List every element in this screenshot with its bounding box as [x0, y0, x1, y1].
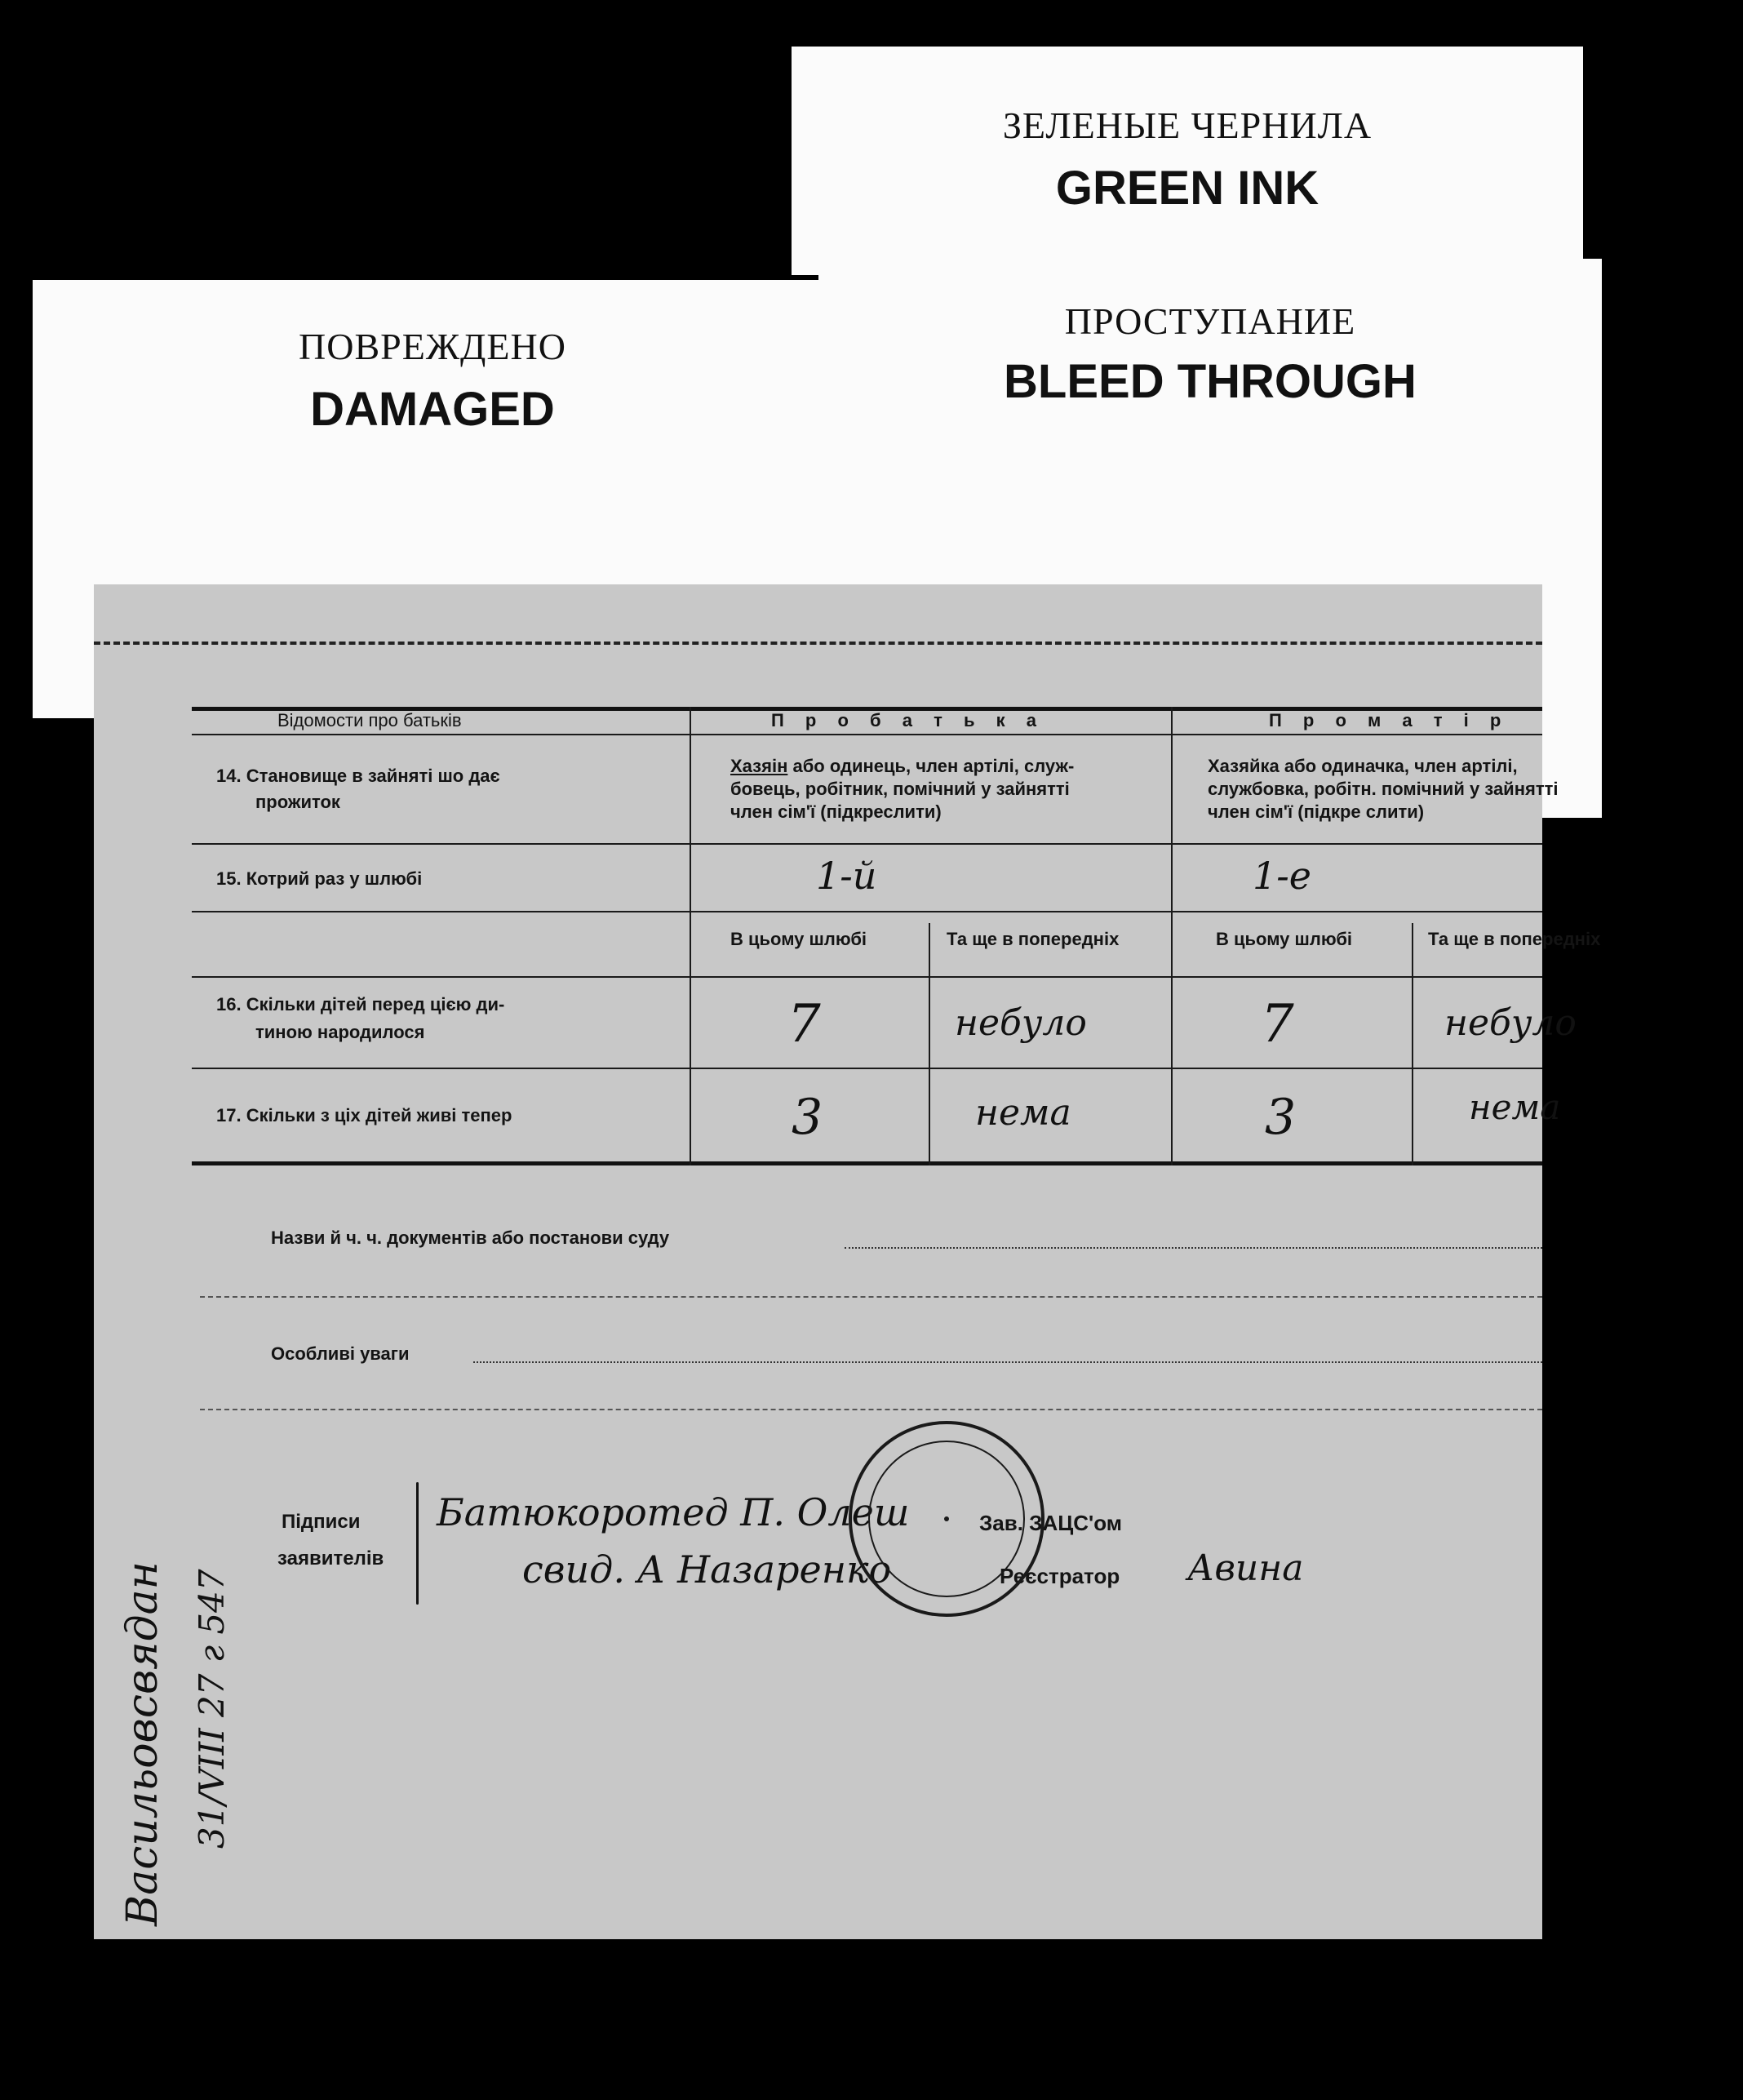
row14-label-line2: прожиток	[255, 792, 340, 812]
row14-label-line1: 14. Становище в зайняті шо дає	[216, 766, 500, 786]
row14-father-line1	[730, 756, 1074, 777]
remarks-label: Особливі уваги	[271, 1343, 410, 1364]
documents-dotted-line	[845, 1247, 1542, 1249]
signatures-label-line1: Підписи	[282, 1511, 361, 1533]
row17-father-prev: нема	[975, 1092, 1071, 1134]
parents-info-table	[192, 707, 1601, 1166]
row16-father-this: 7	[787, 994, 821, 1054]
registration-form-sheet	[94, 584, 1601, 1939]
head-zags-label: Зав. ЗАЦС'ом	[979, 1511, 1122, 1535]
subheader-this-marriage-mother: В цьому шлюбі	[1216, 929, 1353, 949]
row14-mother-line2: службовка, робітн. помічний у зайнятті	[1208, 779, 1559, 799]
row14-father-line3: член сім'ї (підкреслити)	[730, 801, 942, 822]
row14-mother-line1: Хазяйка або одиначка, член артілі,	[1208, 756, 1518, 776]
header-parents-info: Відомости про батьків	[277, 710, 462, 730]
bleed-through-ru: ПРОСТУПАНИЕ	[1064, 300, 1356, 342]
bleed-through-en: BLEED THROUGH	[1004, 355, 1417, 408]
row14-mother-line3: член сім'ї (підкре слити)	[1208, 801, 1425, 822]
row15-father-value: 1-й	[816, 854, 877, 898]
perforation-line	[94, 642, 1542, 645]
applicant-signature-1: Батюкоротед П. Олеш	[437, 1490, 910, 1534]
side-handwritten-note: Васильовсвядан	[118, 1561, 167, 1926]
green-ink-ru: ЗЕЛЕНЫЕ ЧЕРНИЛА	[1002, 104, 1373, 146]
row16-mother-this: 7	[1261, 994, 1294, 1054]
row15-label: 15. Котрий раз у шлюбі	[216, 868, 423, 889]
remarks-dotted-line	[473, 1361, 1542, 1363]
header-about-father: П р о б а т ь к а	[771, 710, 1044, 730]
damaged-en: DAMAGED	[310, 383, 555, 436]
remarks-second-line	[200, 1409, 1542, 1410]
documents-label: Назви й ч. ч. документів або постанови суду	[271, 1228, 670, 1248]
row16-label-line1: 16. Скільки дітей перед цією ди-	[216, 994, 505, 1014]
row16-mother-prev: небуло	[1444, 1002, 1577, 1044]
green-ink-en: GREEN INK	[1055, 162, 1319, 215]
row17-father-this: 3	[792, 1089, 823, 1146]
row16-father-prev: небуло	[955, 1002, 1087, 1044]
subheader-previous-father: Та ще в попередніх	[947, 929, 1120, 949]
signatures-label-line2: заявителів	[277, 1547, 384, 1569]
documents-second-line	[200, 1296, 1542, 1298]
official-round-stamp	[845, 1417, 1049, 1621]
green-ink-label-card	[792, 47, 1583, 275]
damaged-ru: ПОВРЕЖДЕНО	[299, 326, 566, 367]
registrar-signature: Авина	[1187, 1547, 1304, 1589]
row17-mother-this: 3	[1265, 1089, 1297, 1146]
header-about-mother: П р о м а т і р	[1269, 710, 1510, 730]
row16-label-line2: тиною народилося	[255, 1022, 425, 1042]
signatures-brace	[416, 1482, 419, 1605]
row15-mother-value: 1-е	[1253, 854, 1312, 898]
side-handwritten-date: 31/VIII 27 г 547	[192, 1569, 232, 1849]
registrar-label: Реєстратор	[1000, 1564, 1120, 1588]
subheader-previous-mother: Та ще в попередніх	[1428, 929, 1601, 949]
subheader-this-marriage-father: В цьому шлюбі	[730, 929, 867, 949]
row17-label: 17. Скільки з ціх дітей живі тепер	[216, 1105, 512, 1125]
applicant-signature-2: свид. А Назаренко	[522, 1547, 892, 1592]
father-line1-rest: або одинець, член артілі, служ-	[787, 756, 1075, 776]
row14-father-line2: бовець, робітник, помічний у зайнятті	[730, 779, 1070, 799]
row17-mother-prev: нема	[1469, 1087, 1561, 1127]
father-master-underlined: Хазяін	[730, 756, 788, 776]
